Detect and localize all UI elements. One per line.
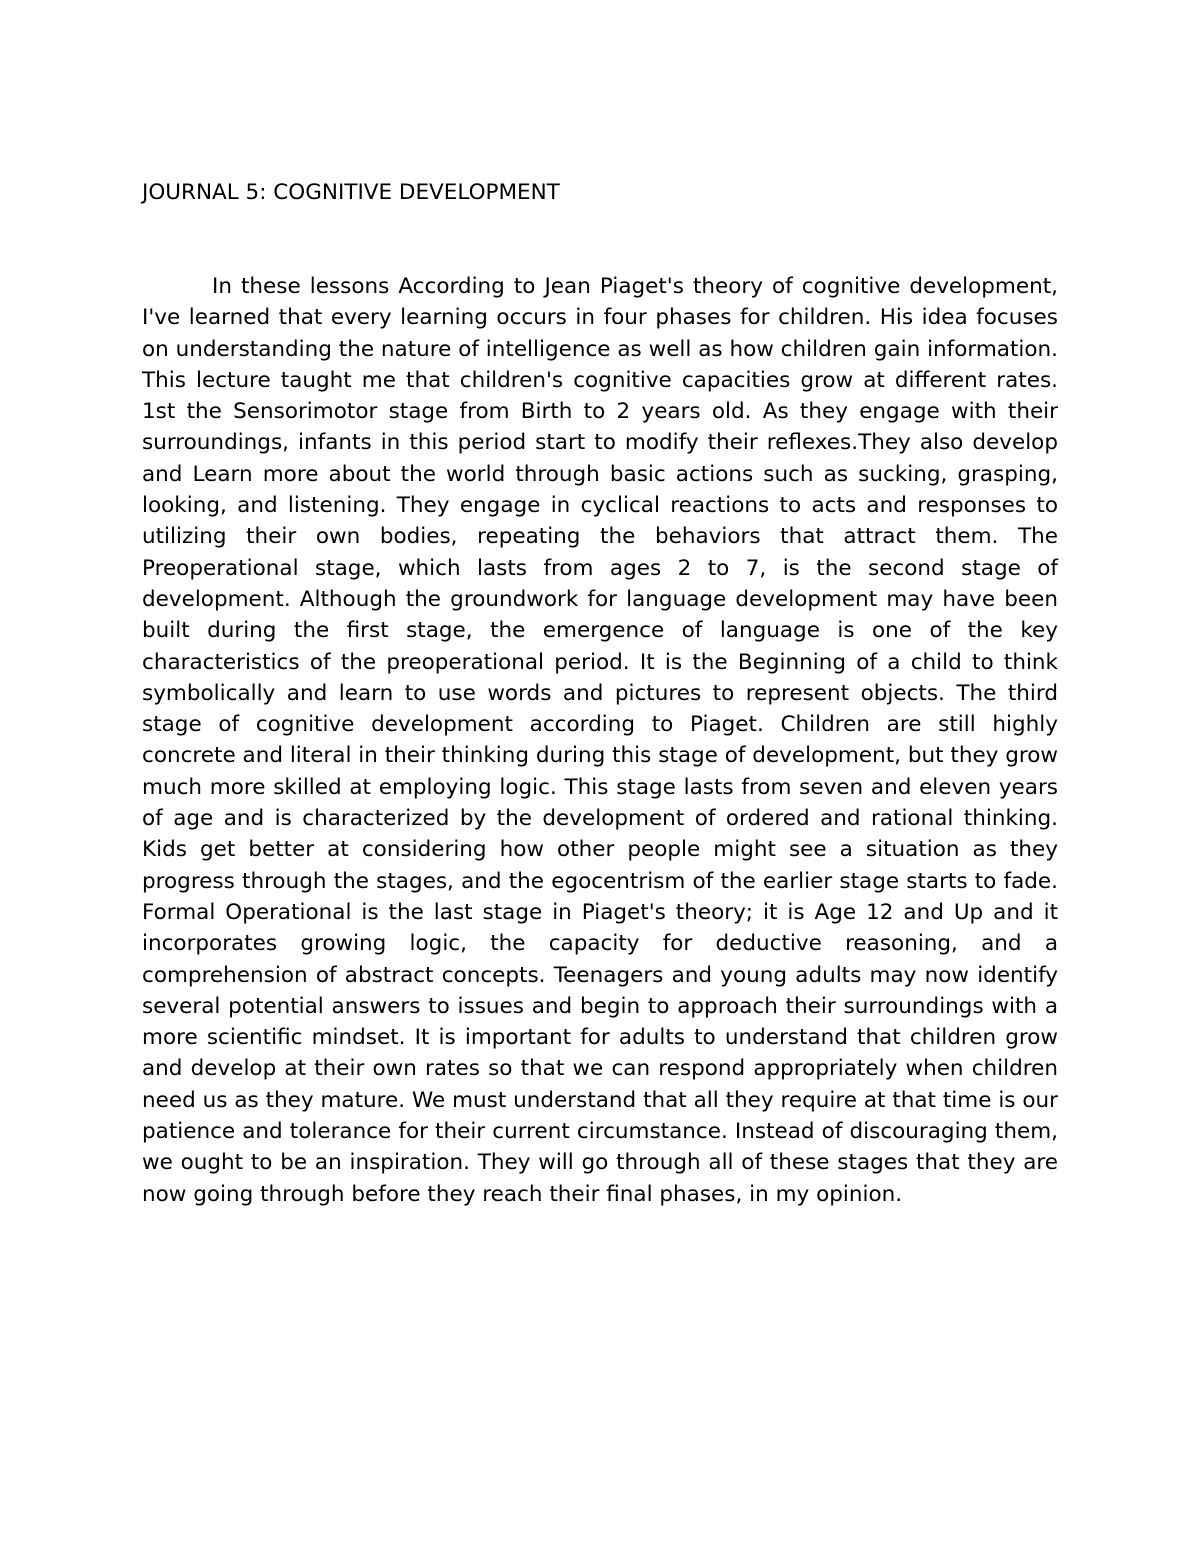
document-title: JOURNAL 5: COGNITIVE DEVELOPMENT bbox=[142, 180, 560, 205]
body-paragraph: In these lessons According to Jean Piaget's theory of cognitive development, I've learned that every learning occurs in four phases for children. His idea focuses on understanding the nature of intelligence as well as how children gain information. This lecture taught me that children's cognitive capacities grow at different rates. 1st the Sensorimotor stage from Birth to 2 years old. As they engage with their surroundings, infants in this period start to modify their reflexes.They also develop and Learn more about the world through basic actions such as sucking, grasping, looking, and listening. They engage in cyclical reactions to acts and responses to utilizing their own bodies, repeating the behaviors that attract them. The Preoperational stage, which lasts from ages 2 to 7, is the second stage of development. Although the groundwork for language development may have been built during the first stage, the emergence of language is one of the key characteristics of the preoperational period. It is the Beginning of a child to think symbolically and learn to use words and pictures to represent objects. The third stage of cognitive development according to Piaget. Children are still highly concrete and literal in their thinking during this stage of development, but they grow much more skilled at employing logic. This stage lasts from seven and eleven years of age and is characterized by the development of ordered and rational thinking. Kids get better at considering how other people might see a situation as they progress through the stages, and the egocentrism of the earlier stage starts to fade. Formal Operational is the last stage in Piaget's theory; it is Age 12 and Up and it incorporates growing logic, the capacity for deductive reasoning, and a comprehension of abstract concepts. Teenagers and young adults may now identify several potential answers to issues and begin to approach their surroundings with a more scientific mindset. It is important for adults to understand that children grow and develop at their own rates so that we can respond appropriately when children need us as they mature. We must understand that all they require at that time is our patience and tolerance for their current circumstance. Instead of discouraging them, we ought to be an inspiration. They will go through all of these stages that they are now going through before they reach their final phases, in my opinion. bbox=[142, 274, 1058, 1207]
